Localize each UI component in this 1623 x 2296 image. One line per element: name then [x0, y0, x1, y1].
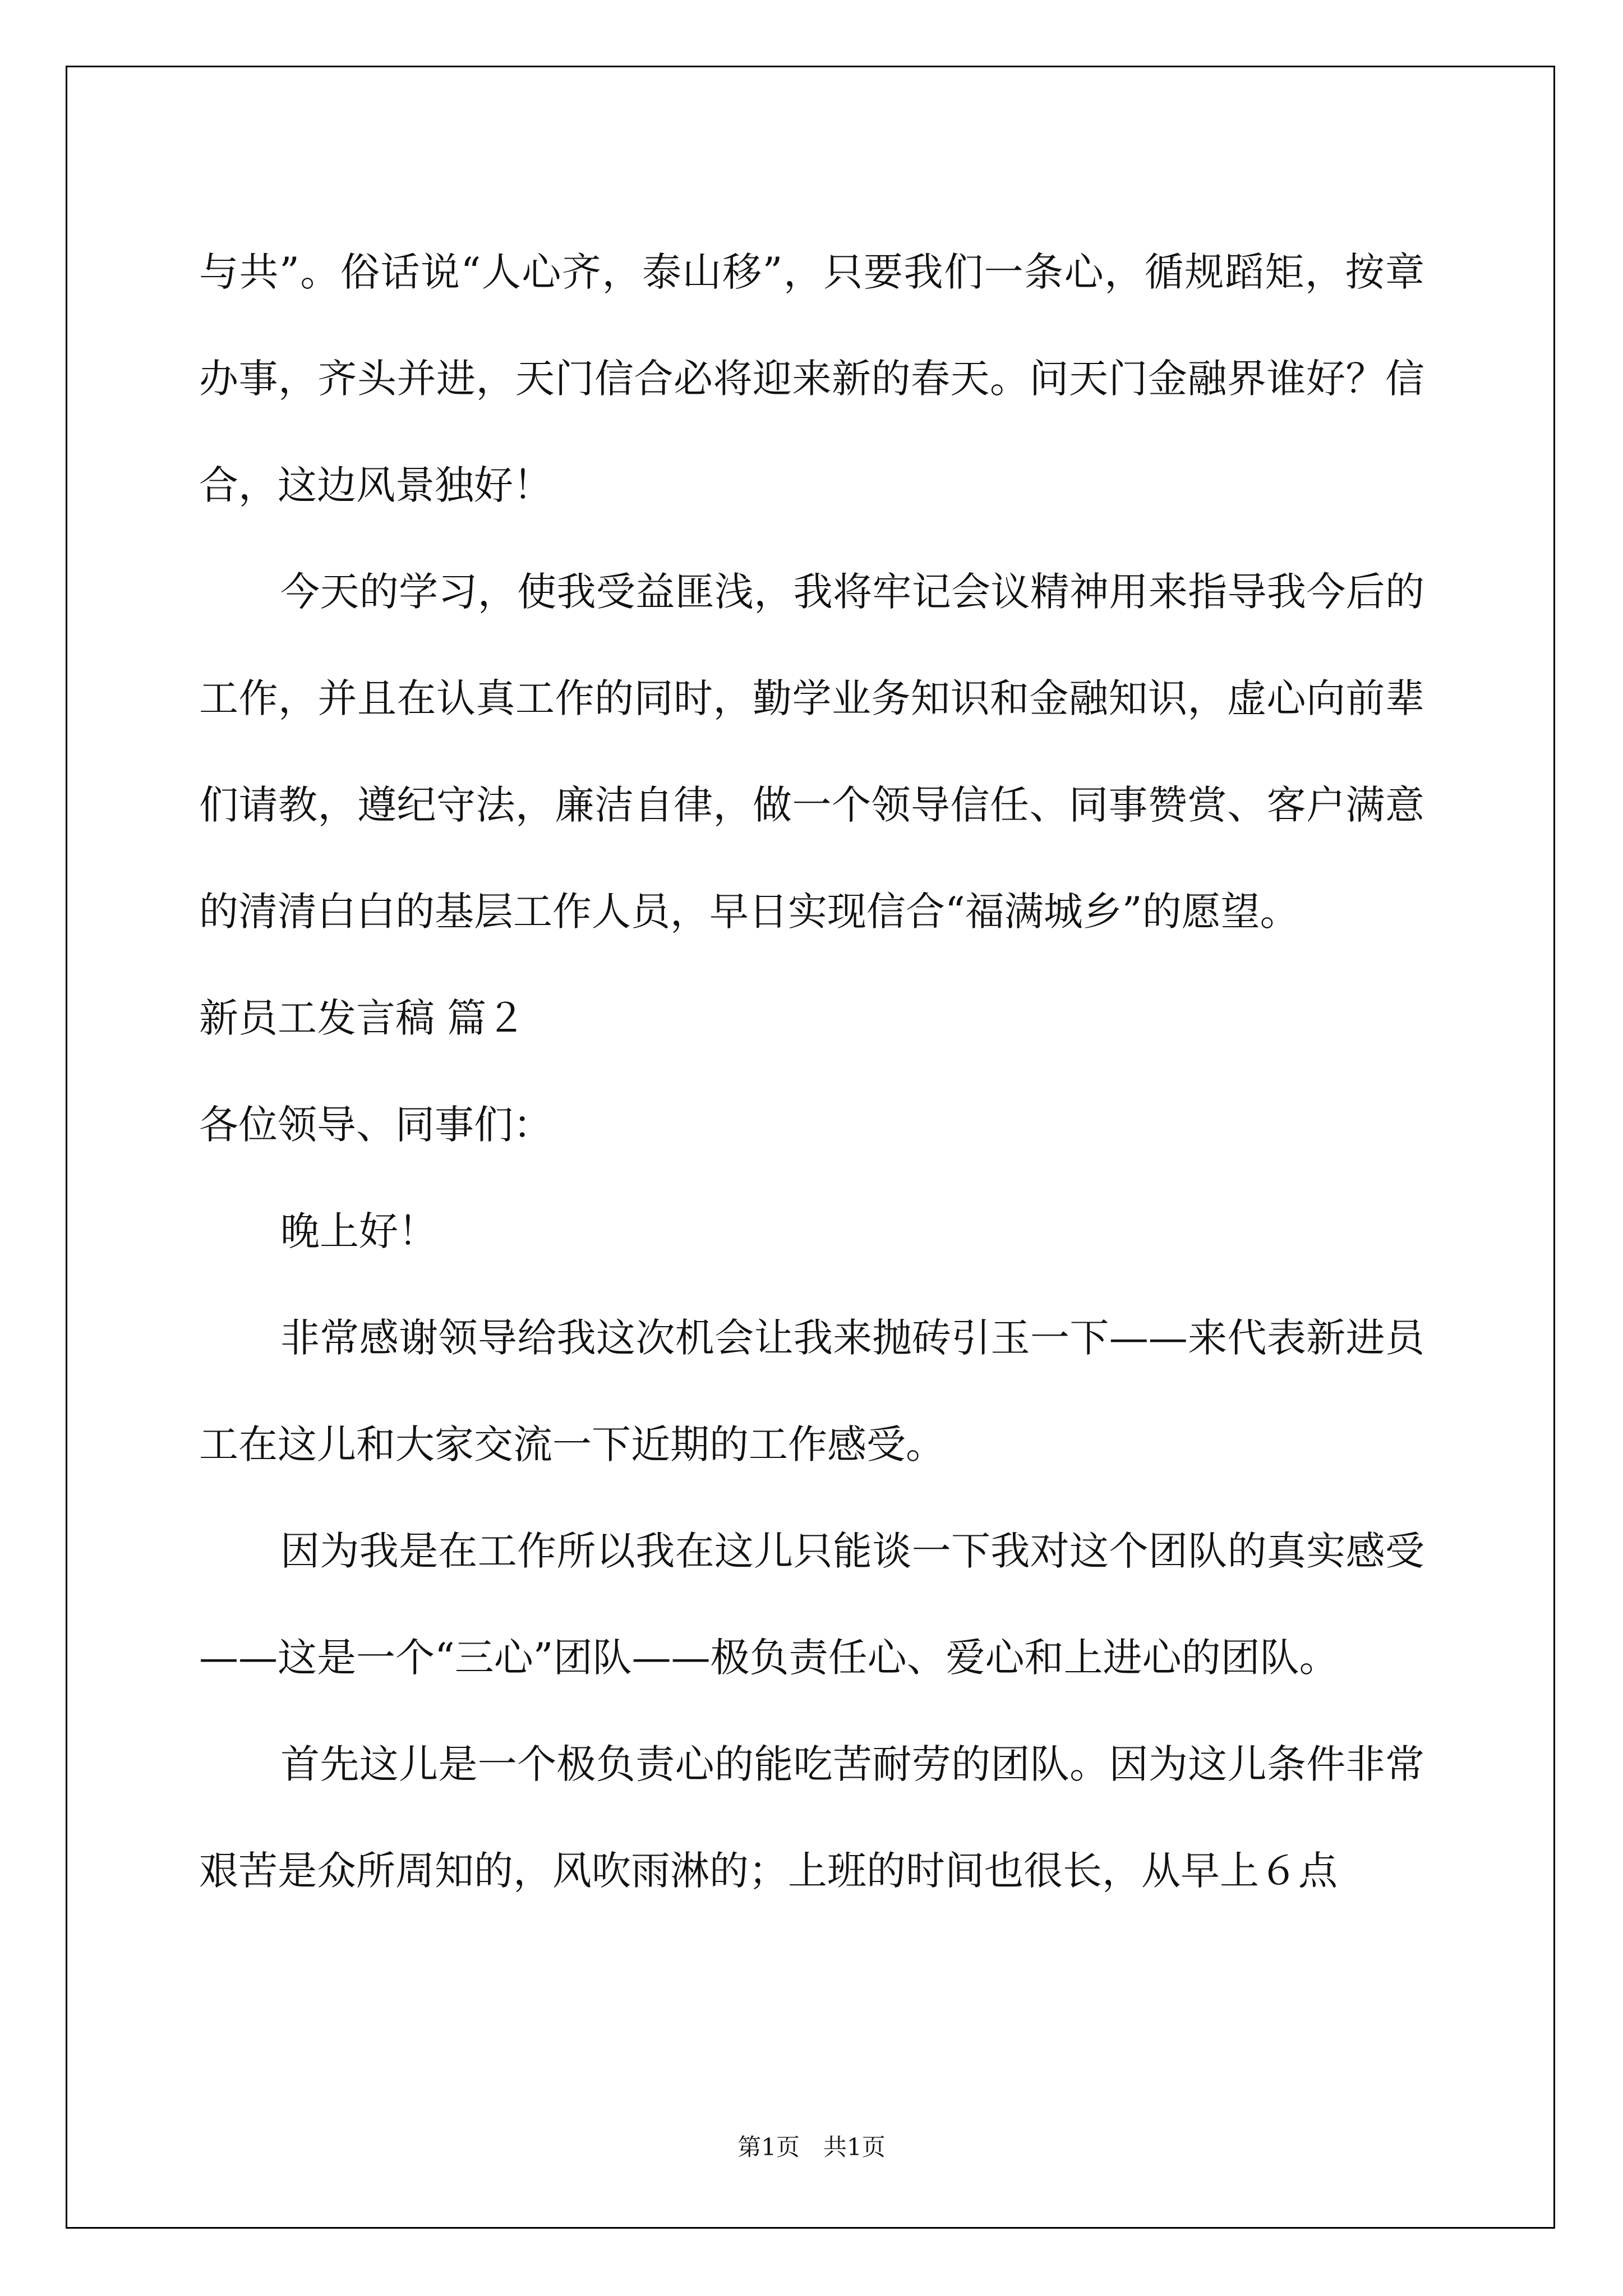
paragraph-first: 首先这儿是一个极负责心的能吃苦耐劳的团队。因为这儿条件非常艰苦是众所周知的，风吹雨淋的；上班的时间也很长，从早上６点 — [199, 1741, 1424, 1894]
paragraph-1: 与共”。俗话说“人心齐，泰山移”，只要我们一条心，循规蹈矩，按章办事，齐头并进，天门信合必将迎来新的春天。问天门金融界谁好？信合，这边风景独好！ — [199, 249, 1424, 508]
page-footer: 第1页 共1页 — [737, 2133, 886, 2161]
document-body — [199, 219, 1424, 1924]
paragraph-thanks: 非常感谢领导给我这次机会让我来抛砖引玉一下——来代表新进员工在这儿和大家交流一下近期的工作感受。 — [199, 1315, 1424, 1467]
paragraph-2: 今天的学习，使我受益匪浅，我将牢记会议精神用来指导我今后的工作，并且在认真工作的同时，勤学业务知识和金融知识，虚心向前辈们请教，遵纪守法，廉洁自律，做一个领导信任、同事赞赏、客户满意的清清白白的基层工作人员，早日实现信合“福满城乡”的愿望。 — [199, 569, 1424, 935]
paragraph-team: 因为我是在工作所以我在这儿只能谈一下我对这个团队的真实感受——这是一个“三心”团队——极负责任心、爱心和上进心的团队。 — [199, 1528, 1424, 1681]
salutation: 各位领导、同事们： — [199, 1102, 552, 1148]
section-heading: 新员工发言稿 篇２ — [199, 995, 526, 1041]
greeting: 晚上好！ — [280, 1208, 437, 1254]
